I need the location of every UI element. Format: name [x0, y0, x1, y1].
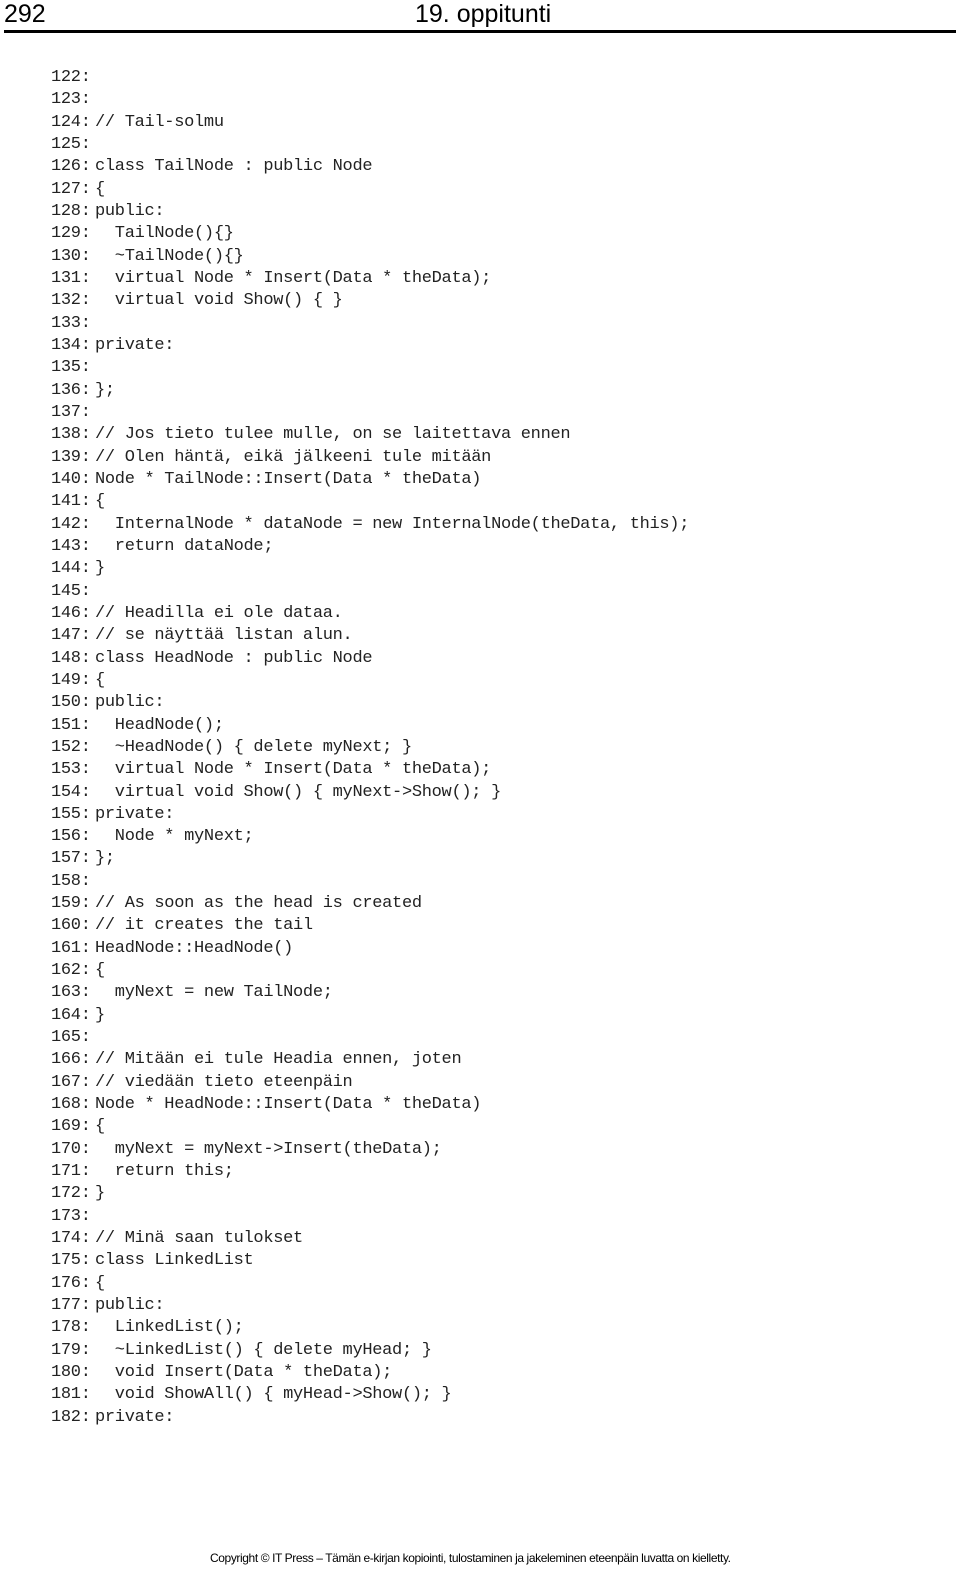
copyright-footer: Copyright © IT Press – Tämän e-kirjan kopiointi, tulostaminen ja jakeleminen eteenpäin luvatta on kielletty.: [210, 1551, 731, 1565]
line-code: class TailNode : public Node: [95, 157, 373, 177]
line-code: };: [95, 380, 115, 400]
code-line: [51, 804, 931, 826]
line-number: 144:: [51, 559, 91, 579]
line-code: // it creates the tail: [95, 916, 313, 936]
line-number: 143:: [51, 536, 91, 556]
line-code: // viedään tieto eteenpäin: [95, 1072, 353, 1092]
line-number: 165:: [51, 1028, 91, 1048]
code-line: [51, 603, 931, 625]
code-line: [51, 871, 931, 893]
code-line: [51, 759, 931, 781]
line-code: private:: [95, 335, 175, 355]
page-header: [4, 0, 956, 33]
line-number: 130:: [51, 246, 91, 266]
line-code: InternalNode * dataNode = new InternalNode(theData, this);: [95, 514, 690, 534]
line-code: // Headilla ei ole dataa.: [95, 603, 343, 623]
line-code: {: [95, 1117, 105, 1137]
line-code: // Mitään ei tule Headia ennen, joten: [95, 1050, 462, 1070]
line-number: 147:: [51, 626, 91, 646]
line-code: // Olen häntä, eikä jälkeeni tule mitään: [95, 447, 492, 467]
code-line: [51, 670, 931, 692]
line-number: 124:: [51, 112, 91, 132]
line-number: 175:: [51, 1251, 91, 1271]
code-line: [51, 1273, 931, 1295]
line-number: 170:: [51, 1139, 91, 1159]
code-line: [51, 692, 931, 714]
line-number: 135:: [51, 358, 91, 378]
line-number: 154:: [51, 782, 91, 802]
code-line: [51, 447, 931, 469]
code-line: [51, 1005, 931, 1027]
line-code: HeadNode();: [95, 715, 224, 735]
line-code: ~LinkedList() { delete myHead; }: [95, 1340, 432, 1360]
line-number: 180:: [51, 1363, 91, 1383]
line-number: 168:: [51, 1095, 91, 1115]
line-code: {: [95, 961, 105, 981]
code-line: [51, 246, 931, 268]
line-code: LinkedList();: [95, 1318, 244, 1338]
code-line: [51, 402, 931, 424]
code-line: [51, 469, 931, 491]
code-line: [51, 335, 931, 357]
line-number: 151:: [51, 715, 91, 735]
code-line: [51, 1250, 931, 1272]
line-code: // se näyttää listan alun.: [95, 626, 353, 646]
line-number: 142:: [51, 514, 91, 534]
line-code: };: [95, 849, 115, 869]
code-line: [51, 1094, 931, 1116]
line-number: 133:: [51, 313, 91, 333]
code-line: [51, 558, 931, 580]
line-code: {: [95, 179, 105, 199]
line-code: private:: [95, 804, 175, 824]
line-number: 177:: [51, 1296, 91, 1316]
line-number: 152:: [51, 737, 91, 757]
code-line: [51, 1384, 931, 1406]
line-number: 122:: [51, 68, 91, 87]
line-code: private:: [95, 1407, 175, 1427]
line-number: 141:: [51, 492, 91, 512]
line-number: 126:: [51, 157, 91, 177]
code-line: [51, 179, 931, 201]
line-code: // Minä saan tulokset: [95, 1229, 303, 1249]
line-code: public:: [95, 1296, 165, 1316]
code-listing: [51, 67, 931, 1429]
code-line: [51, 290, 931, 312]
code-line: [51, 1116, 931, 1138]
line-code: // Tail-solmu: [95, 112, 224, 132]
code-line: [51, 1027, 931, 1049]
code-line: [51, 1228, 931, 1250]
line-number: 179:: [51, 1340, 91, 1360]
line-number: 137:: [51, 402, 91, 422]
chapter-title: 19. oppitunti: [415, 0, 552, 28]
code-line: [51, 893, 931, 915]
code-line: [51, 915, 931, 937]
line-code: ~HeadNode() { delete myNext; }: [95, 737, 412, 757]
code-line: [51, 1183, 931, 1205]
code-line: [51, 982, 931, 1004]
line-number: 129:: [51, 224, 91, 244]
line-number: 136:: [51, 380, 91, 400]
code-line: [51, 1317, 931, 1339]
line-number: 178:: [51, 1318, 91, 1338]
code-line: [51, 156, 931, 178]
line-number: 162:: [51, 961, 91, 981]
code-line: [51, 380, 931, 402]
line-code: Node * HeadNode::Insert(Data * theData): [95, 1095, 482, 1115]
line-number: 128:: [51, 201, 91, 221]
code-line: [51, 223, 931, 245]
code-line: [51, 112, 931, 134]
code-line: [51, 938, 931, 960]
code-line: [51, 67, 931, 89]
code-line: [51, 134, 931, 156]
line-number: 182:: [51, 1407, 91, 1427]
line-code: {: [95, 1273, 105, 1293]
line-number: 164:: [51, 1005, 91, 1025]
line-number: 145:: [51, 581, 91, 601]
line-number: 123:: [51, 90, 91, 110]
line-code: virtual void Show() { myNext->Show(); }: [95, 782, 501, 802]
code-line: [51, 491, 931, 513]
line-code: return dataNode;: [95, 536, 274, 556]
line-code: TailNode(){}: [95, 224, 234, 244]
line-number: 157:: [51, 849, 91, 869]
code-line: [51, 1407, 931, 1429]
line-code: // As soon as the head is created: [95, 894, 422, 914]
line-code: myNext = myNext->Insert(theData);: [95, 1139, 442, 1159]
code-line: [51, 268, 931, 290]
code-line: [51, 1295, 931, 1317]
line-code: virtual Node * Insert(Data * theData);: [95, 268, 492, 288]
line-number: 132:: [51, 291, 91, 311]
line-code: public:: [95, 693, 165, 713]
code-line: [51, 536, 931, 558]
line-number: 146:: [51, 603, 91, 623]
code-line: [51, 960, 931, 982]
line-number: 173:: [51, 1206, 91, 1226]
line-number: 172:: [51, 1184, 91, 1204]
line-code: class HeadNode : public Node: [95, 648, 373, 668]
line-code: void ShowAll() { myHead->Show(); }: [95, 1385, 452, 1405]
code-line: [51, 1206, 931, 1228]
code-line: [51, 648, 931, 670]
code-line: [51, 1161, 931, 1183]
line-number: 166:: [51, 1050, 91, 1070]
code-line: [51, 313, 931, 335]
line-code: }: [95, 1005, 105, 1025]
code-line: [51, 514, 931, 536]
line-code: void Insert(Data * theData);: [95, 1363, 393, 1383]
line-number: 181:: [51, 1385, 91, 1405]
code-line: [51, 1139, 931, 1161]
code-line: [51, 1049, 931, 1071]
line-code: virtual Node * Insert(Data * theData);: [95, 760, 492, 780]
code-line: [51, 424, 931, 446]
line-code: myNext = new TailNode;: [95, 983, 333, 1003]
line-number: 131:: [51, 268, 91, 288]
page-number: 292: [4, 0, 46, 28]
line-number: 171:: [51, 1162, 91, 1182]
line-code: // Jos tieto tulee mulle, on se laitettava ennen: [95, 425, 571, 445]
line-number: 160:: [51, 916, 91, 936]
line-code: HeadNode::HeadNode(): [95, 938, 294, 958]
line-number: 125:: [51, 134, 91, 154]
code-line: [51, 715, 931, 737]
line-number: 169:: [51, 1117, 91, 1137]
line-number: 140:: [51, 469, 91, 489]
line-code: }: [95, 559, 105, 579]
line-number: 161:: [51, 938, 91, 958]
line-number: 138:: [51, 425, 91, 445]
line-number: 153:: [51, 760, 91, 780]
code-line: [51, 848, 931, 870]
line-number: 150:: [51, 693, 91, 713]
code-line: [51, 357, 931, 379]
line-number: 148:: [51, 648, 91, 668]
line-code: Node * TailNode::Insert(Data * theData): [95, 469, 482, 489]
line-number: 149:: [51, 670, 91, 690]
line-number: 155:: [51, 804, 91, 824]
code-line: [51, 89, 931, 111]
line-number: 158:: [51, 871, 91, 891]
line-code: {: [95, 492, 105, 512]
line-code: }: [95, 1184, 105, 1204]
code-line: [51, 1362, 931, 1384]
code-line: [51, 1340, 931, 1362]
line-code: virtual void Show() { }: [95, 291, 343, 311]
code-line: [51, 201, 931, 223]
line-number: 176:: [51, 1273, 91, 1293]
line-number: 127:: [51, 179, 91, 199]
line-number: 159:: [51, 894, 91, 914]
code-line: [51, 581, 931, 603]
line-code: {: [95, 670, 105, 690]
code-line: [51, 737, 931, 759]
line-number: 167:: [51, 1072, 91, 1092]
code-line: [51, 782, 931, 804]
line-number: 174:: [51, 1229, 91, 1249]
line-code: public:: [95, 201, 165, 221]
line-code: Node * myNext;: [95, 827, 254, 847]
code-line: [51, 1072, 931, 1094]
line-number: 134:: [51, 335, 91, 355]
line-number: 163:: [51, 983, 91, 1003]
code-line: [51, 625, 931, 647]
line-code: class LinkedList: [95, 1251, 254, 1271]
line-code: ~TailNode(){}: [95, 246, 244, 266]
code-line: [51, 826, 931, 848]
line-number: 139:: [51, 447, 91, 467]
line-code: return this;: [95, 1162, 234, 1182]
line-number: 156:: [51, 827, 91, 847]
